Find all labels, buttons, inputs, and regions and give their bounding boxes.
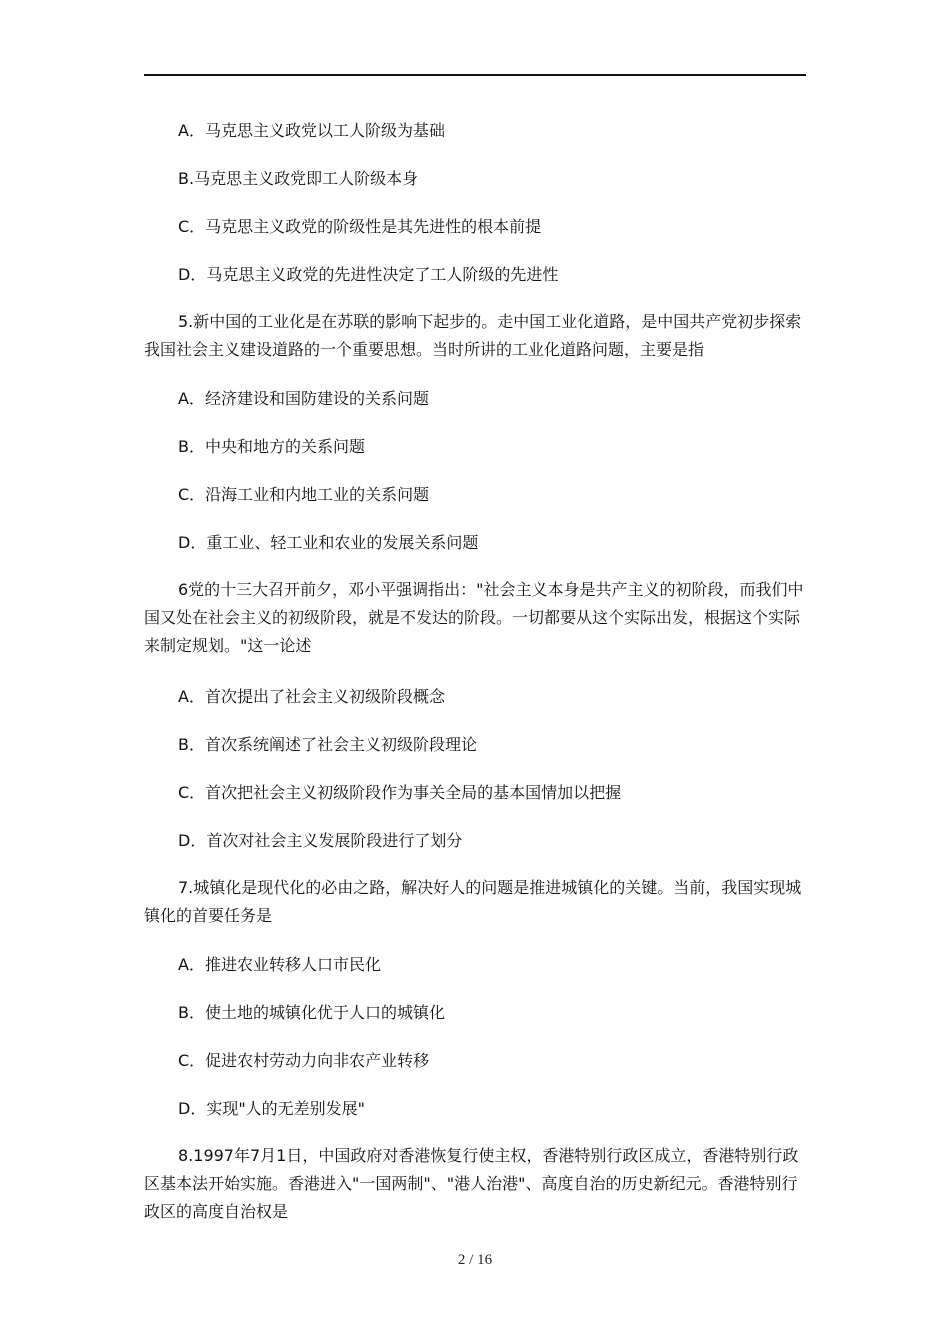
q7-option-d: D．实现"人的无差别发展" (178, 1099, 366, 1118)
q7-option-b: B．使土地的城镇化优于人口的城镇化 (178, 1003, 445, 1022)
q6-option-d: D．首次对社会主义发展阶段进行了划分 (178, 831, 463, 850)
q7-option-a: A．推进农业转移人口市民化 (178, 955, 381, 974)
q4-option-b: B.马克思主义政党即工人阶级本身 (178, 169, 419, 188)
q6-stem: 6党的十三大召开前夕，邓小平强调指出："社会主义本身是共产主义的初阶段，而我们中国又处在社会主义的初级阶段，就是不发达的阶段。一切都要从这个实际出发，根据这个实际来制定规划。"这一论述 (144, 580, 804, 655)
q6-option-c: C．首次把社会主义初级阶段作为事关全局的基本国情加以把握 (178, 783, 622, 802)
q4-option-a: A．马克思主义政党以工人阶级为基础 (178, 121, 445, 140)
page-number: 2 / 16 (457, 1252, 493, 1268)
q7-stem: 7.城镇化是现代化的必由之路，解决好人的问题是推进城镇化的关键。当前，我国实现城镇化的首要任务是 (144, 878, 802, 925)
q6-option-b: B．首次系统阐述了社会主义初级阶段理论 (178, 735, 477, 754)
q5-option-d: D．重工业、轻工业和农业的发展关系问题 (178, 533, 479, 552)
q5-option-b: B．中央和地方的关系问题 (178, 437, 365, 456)
q5-option-c: C．沿海工业和内地工业的关系问题 (178, 485, 430, 504)
q7-option-c: C．促进农村劳动力向非农产业转移 (178, 1051, 430, 1070)
q4-option-d: D．马克思主义政党的先进性决定了工人阶级的先进性 (178, 265, 559, 284)
q5-option-a: A．经济建设和国防建设的关系问题 (178, 389, 429, 408)
q5-stem: 5.新中国的工业化是在苏联的影响下起步的。走中国工业化道路，是中国共产党初步探索我国社会主义建设道路的一个重要思想。当时所讲的工业化道路问题，主要是指 (144, 312, 802, 359)
q8-stem: 8.1997年7月1日，中国政府对香港恢复行使主权，香港特别行政区成立，香港特别行政区基本法开始实施。香港进入"一国两制"、"港人治港"、高度自治的历史新纪元。香港特别行政区的高度自治权是 (144, 1146, 799, 1221)
header-rule (144, 74, 806, 76)
q4-option-c: C．马克思主义政党的阶级性是其先进性的根本前提 (178, 217, 542, 236)
q6-option-a: A．首次提出了社会主义初级阶段概念 (178, 687, 445, 706)
